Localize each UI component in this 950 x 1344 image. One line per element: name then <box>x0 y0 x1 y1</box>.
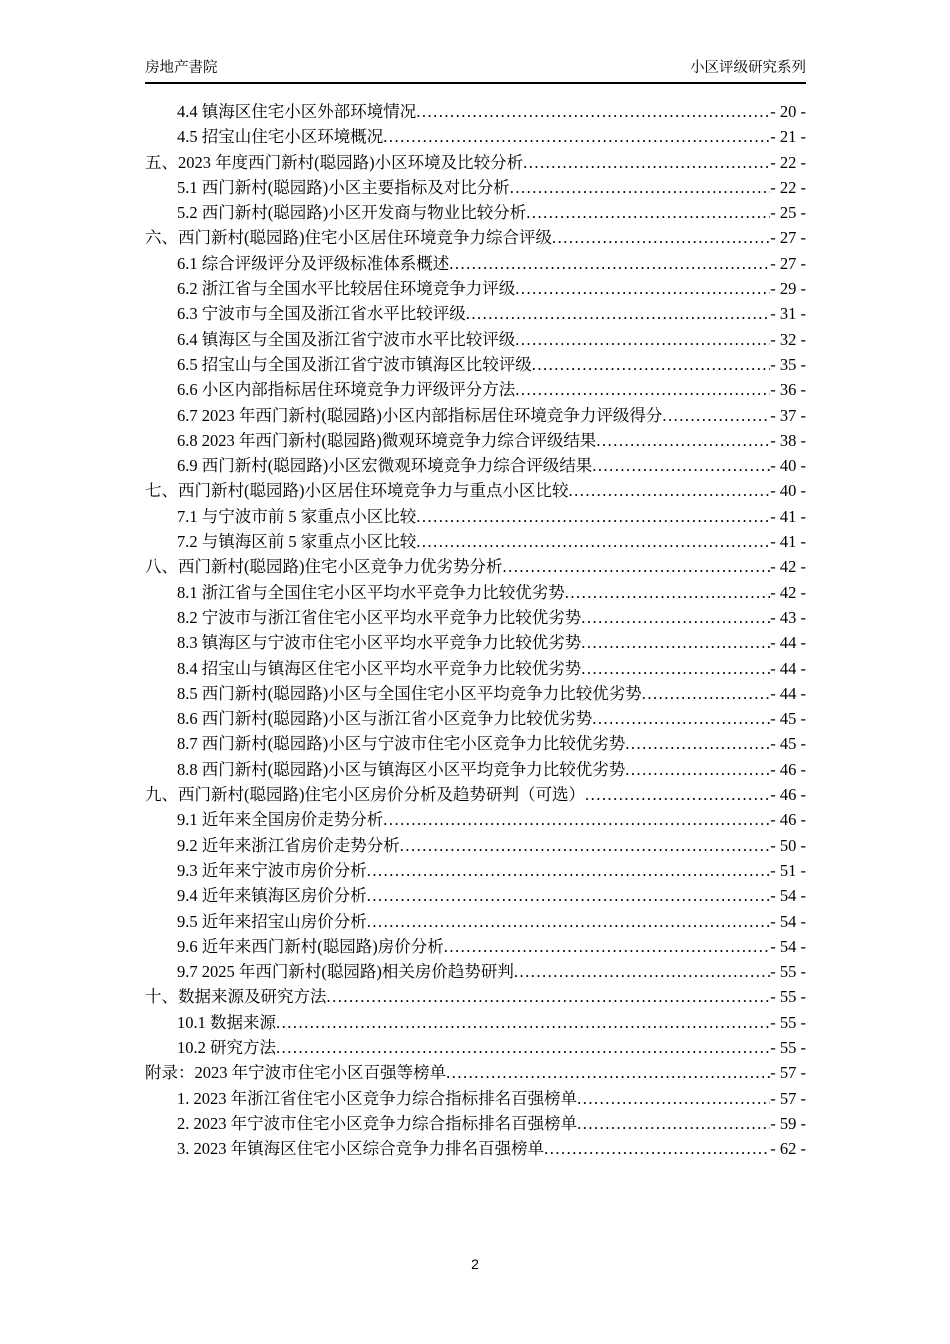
toc-leader-dots <box>581 630 770 655</box>
toc-entry-page: - 20 - <box>770 102 806 121</box>
toc-entry-page: - 46 - <box>770 785 806 805</box>
toc-leader-dots <box>276 1010 770 1035</box>
toc-leader-dots <box>276 1035 770 1060</box>
toc-entry-label: 3. 2023 年镇海区住宅小区综合竞争力排名百强榜单 <box>177 1139 545 1159</box>
toc-entry-page: - 44 - <box>770 658 806 678</box>
toc-entry-label: 1. 2023 年浙江省住宅小区竞争力综合指标排名百强榜单 <box>177 1088 578 1108</box>
toc-leader-dots <box>585 782 770 807</box>
toc-entry-page: - 40 - <box>770 481 806 501</box>
toc-entry-label: 6.5 招宝山与全国及浙江省宁波市镇海区比较评级 <box>177 354 532 374</box>
toc-leader-dots <box>552 225 770 250</box>
toc-entry-page: - 62 - <box>770 1139 806 1159</box>
toc-entry-label: 六、西门新村(聪园路)住宅小区居住环境竞争力综合评级 <box>145 228 552 248</box>
toc-leader-dots <box>532 352 771 377</box>
toc-entry[interactable] <box>145 858 806 883</box>
toc-leader-dots <box>642 681 771 706</box>
toc-entry[interactable] <box>145 630 806 655</box>
toc-entry-label: 9.2 近年来浙江省房价走势分析 <box>177 835 400 855</box>
toc-entry[interactable] <box>145 656 806 681</box>
toc-entry-label: 6.2 浙江省与全国水平比较居住环境竞争力评级 <box>177 279 516 299</box>
toc-entry-label: 8.7 西门新村(聪园路)小区与宁波市住宅小区竞争力比较优劣势 <box>177 734 626 754</box>
toc-leader-dots <box>503 554 771 579</box>
toc-entry[interactable] <box>145 478 806 503</box>
toc-entry[interactable] <box>145 251 806 276</box>
toc-leader-dots <box>625 731 770 756</box>
toc-entry-page: - 44 - <box>770 633 806 653</box>
toc-entry[interactable] <box>145 1086 806 1111</box>
toc-entry-label: 8.1 浙江省与全国住宅小区平均水平竞争力比较优劣势 <box>177 582 565 602</box>
toc-entry-page: - 29 - <box>770 279 806 299</box>
toc-leader-dots <box>565 580 771 605</box>
toc-leader-dots <box>569 478 771 503</box>
toc-entry-label: 6.6 小区内部指标居住环境竞争力评级评分方法 <box>177 380 516 400</box>
toc-leader-dots <box>416 529 770 554</box>
toc-entry-label: 6.3 宁波市与全国及浙江省水平比较评级 <box>177 304 466 324</box>
toc-entry-page: - 38 - <box>770 430 806 450</box>
toc-leader-dots <box>416 99 770 124</box>
toc-leader-dots <box>367 909 771 934</box>
toc-leader-dots <box>514 959 770 984</box>
toc-entry[interactable] <box>145 428 806 453</box>
toc-entry-page: - 50 - <box>770 835 806 855</box>
toc-entry-label: 9.6 近年来西门新村(聪园路)房价分析 <box>177 936 444 956</box>
toc-entry-label: 6.9 西门新村(聪园路)小区宏微观环境竞争力综合评级结果 <box>177 456 593 476</box>
toc-leader-dots <box>662 403 770 428</box>
toc-entry-page: - 45 - <box>770 734 806 754</box>
toc-entry[interactable] <box>145 150 806 175</box>
toc-entry-label: 八、西门新村(聪园路)住宅小区竞争力优劣势分析 <box>145 557 503 577</box>
toc-entry-label: 8.8 西门新村(聪园路)小区与镇海区小区平均竞争力比较优劣势 <box>177 759 626 779</box>
toc-entry-page: - 42 - <box>770 582 806 602</box>
toc-entry[interactable] <box>145 453 806 478</box>
toc-entry[interactable] <box>145 934 806 959</box>
toc-entry[interactable] <box>145 99 806 124</box>
toc-entry-page: - 21 - <box>770 127 806 147</box>
toc-entry-label: 9.4 近年来镇海区房价分析 <box>177 886 367 906</box>
toc-entry[interactable] <box>145 807 806 832</box>
toc-entry[interactable] <box>145 1111 806 1136</box>
toc-entry-label: 6.7 2023 年西门新村(聪园路)小区内部指标居住环境竞争力评级得分 <box>177 405 663 425</box>
toc-entry-page: - 59 - <box>770 1113 806 1133</box>
toc-entry[interactable] <box>145 1010 806 1035</box>
toc-entry-page: - 22 - <box>770 177 806 197</box>
toc-entry-label: 6.1 综合评级评分及评级标准体系概述 <box>177 253 450 273</box>
toc-entry-page: - 57 - <box>770 1063 806 1083</box>
toc-entry[interactable] <box>145 681 806 706</box>
toc-leader-dots <box>367 858 771 883</box>
toc-entry-page: - 51 - <box>770 860 806 880</box>
toc-entry[interactable] <box>145 529 806 554</box>
toc-entry[interactable] <box>145 377 806 402</box>
page-number: 2 <box>471 1256 479 1272</box>
toc-entry-label: 五、2023 年度西门新村(聪园路)小区环境及比较分析 <box>145 152 524 172</box>
toc-leader-dots <box>592 453 770 478</box>
toc-entry-page: - 36 - <box>770 380 806 400</box>
toc-leader-dots <box>466 301 771 326</box>
toc-leader-dots <box>515 327 770 352</box>
toc-leader-dots <box>449 251 770 276</box>
toc-entry-label: 8.3 镇海区与宁波市住宅小区平均水平竞争力比较优劣势 <box>177 633 582 653</box>
toc-entry[interactable] <box>145 782 806 807</box>
header-right-title: 小区评级研究系列 <box>690 60 806 76</box>
toc-entry[interactable] <box>145 1060 806 1085</box>
toc-leader-dots <box>327 984 771 1009</box>
toc-leader-dots <box>544 1136 770 1161</box>
toc-leader-dots <box>383 807 770 832</box>
toc-entry-label: 8.2 宁波市与浙江省住宅小区平均水平竞争力比较优劣势 <box>177 607 582 627</box>
toc-entry[interactable] <box>145 706 806 731</box>
toc-entry-label: 十、数据来源及研究方法 <box>145 987 327 1007</box>
toc-entry[interactable] <box>145 124 806 149</box>
page-footer <box>0 1256 950 1272</box>
toc-leader-dots <box>367 883 771 908</box>
toc-leader-dots <box>592 706 770 731</box>
toc-entry-page: - 27 - <box>770 228 806 248</box>
toc-entry[interactable] <box>145 757 806 782</box>
toc-entry-page: - 54 - <box>770 936 806 956</box>
toc-entry[interactable] <box>145 200 806 225</box>
toc-entry-page: - 40 - <box>770 456 806 476</box>
toc-entry-label: 附录：2023 年宁波市住宅小区百强等榜单 <box>145 1063 447 1083</box>
toc-entry[interactable] <box>145 276 806 301</box>
toc-entry-label: 九、西门新村(聪园路)住宅小区房价分析及趋势研判（可选） <box>145 785 585 805</box>
toc-leader-dots <box>577 1111 770 1136</box>
toc-leader-dots <box>596 428 770 453</box>
toc-leader-dots <box>416 504 770 529</box>
toc-entry[interactable] <box>145 605 806 630</box>
toc-entry[interactable] <box>145 403 806 428</box>
toc-leader-dots <box>625 757 770 782</box>
toc-entry-page: - 46 - <box>770 759 806 779</box>
toc-leader-dots <box>581 605 770 630</box>
toc-entry[interactable] <box>145 554 806 579</box>
toc-entry[interactable] <box>145 909 806 934</box>
toc-entry-page: - 25 - <box>770 203 806 223</box>
toc-entry-page: - 41 - <box>770 506 806 526</box>
toc-entry-label: 8.6 西门新村(聪园路)小区与浙江省小区竞争力比较优劣势 <box>177 709 593 729</box>
toc-list <box>145 99 806 1161</box>
toc-leader-dots <box>526 200 770 225</box>
toc-entry-label: 9.7 2025 年西门新村(聪园路)相关房价趋势研判 <box>177 962 514 982</box>
toc-leader-dots <box>515 276 770 301</box>
toc-entry-label: 七、西门新村(聪园路)小区居住环境竞争力与重点小区比较 <box>145 481 569 501</box>
toc-entry-page: - 31 - <box>770 304 806 324</box>
toc-leader-dots <box>446 1060 770 1085</box>
toc-entry-label: 4.4 镇海区住宅小区外部环境情况 <box>177 102 417 121</box>
toc-entry-label: 2. 2023 年宁波市住宅小区竞争力综合指标排名百强榜单 <box>177 1113 578 1133</box>
toc-entry[interactable] <box>145 225 806 250</box>
toc-entry-page: - 35 - <box>770 354 806 374</box>
toc-entry-page: - 27 - <box>770 253 806 273</box>
toc-entry[interactable] <box>145 580 806 605</box>
toc-entry[interactable] <box>145 833 806 858</box>
toc-entry-page: - 55 - <box>770 1037 806 1057</box>
toc-entry-page: - 46 - <box>770 810 806 830</box>
toc-entry[interactable] <box>145 984 806 1009</box>
toc-entry-page: - 45 - <box>770 709 806 729</box>
toc-leader-dots <box>444 934 771 959</box>
toc-entry[interactable] <box>145 959 806 984</box>
toc-entry-label: 7.1 与宁波市前 5 家重点小区比较 <box>177 506 417 526</box>
toc-entry[interactable] <box>145 175 806 200</box>
toc-entry-label: 6.8 2023 年西门新村(聪园路)微观环境竞争力综合评级结果 <box>177 430 597 450</box>
toc-entry-page: - 42 - <box>770 557 806 577</box>
toc-entry-page: - 55 - <box>770 987 806 1007</box>
toc-entry-label: 7.2 与镇海区前 5 家重点小区比较 <box>177 532 417 552</box>
toc-entry-page: - 22 - <box>770 152 806 172</box>
toc-entry-label: 8.4 招宝山与镇海区住宅小区平均水平竞争力比较优劣势 <box>177 658 582 678</box>
toc-entry-label: 8.5 西门新村(聪园路)小区与全国住宅小区平均竞争力比较优劣势 <box>177 683 642 703</box>
toc-leader-dots <box>515 377 770 402</box>
toc-entry-label: 4.5 招宝山住宅小区环境概况 <box>177 127 384 147</box>
toc-leader-dots <box>383 124 770 149</box>
toc-leader-dots <box>400 833 771 858</box>
toc-entry-page: - 43 - <box>770 607 806 627</box>
toc-entry[interactable] <box>145 327 806 352</box>
toc-entry-label: 5.1 西门新村(聪园路)小区主要指标及对比分析 <box>177 177 510 197</box>
toc-entry-label: 10.1 数据来源 <box>177 1012 276 1032</box>
toc-entry-label: 9.3 近年来宁波市房价分析 <box>177 860 367 880</box>
toc-leader-dots <box>577 1086 770 1111</box>
toc-entry-label: 5.2 西门新村(聪园路)小区开发商与物业比较分析 <box>177 203 527 223</box>
toc-entry[interactable] <box>145 731 806 756</box>
toc-entry-page: - 32 - <box>770 329 806 349</box>
toc-entry-page: - 44 - <box>770 683 806 703</box>
toc-entry-page: - 55 - <box>770 1012 806 1032</box>
toc-entry-page: - 57 - <box>770 1088 806 1108</box>
toc-leader-dots <box>510 175 771 200</box>
toc-entry[interactable] <box>145 883 806 908</box>
header-left-title: 房地产書院 <box>145 60 218 76</box>
toc-entry-label: 10.2 研究方法 <box>177 1037 276 1057</box>
toc-entry[interactable] <box>145 504 806 529</box>
toc-entry-page: - 54 - <box>770 911 806 931</box>
toc-entry[interactable] <box>145 1136 806 1161</box>
toc-entry-page: - 55 - <box>770 962 806 982</box>
toc-entry-label: 9.5 近年来招宝山房价分析 <box>177 911 367 931</box>
toc-entry-label: 6.4 镇海区与全国及浙江省宁波市水平比较评级 <box>177 329 516 349</box>
toc-entry[interactable] <box>145 301 806 326</box>
page-header <box>145 58 806 84</box>
toc-leader-dots <box>523 150 770 175</box>
toc-entry-page: - 41 - <box>770 532 806 552</box>
toc-entry-page: - 54 - <box>770 886 806 906</box>
toc-leader-dots <box>581 656 770 681</box>
toc-entry-label: 9.1 近年来全国房价走势分析 <box>177 810 384 830</box>
toc-entry[interactable] <box>145 352 806 377</box>
toc-entry[interactable] <box>145 1035 806 1060</box>
toc-entry-page: - 37 - <box>770 405 806 425</box>
